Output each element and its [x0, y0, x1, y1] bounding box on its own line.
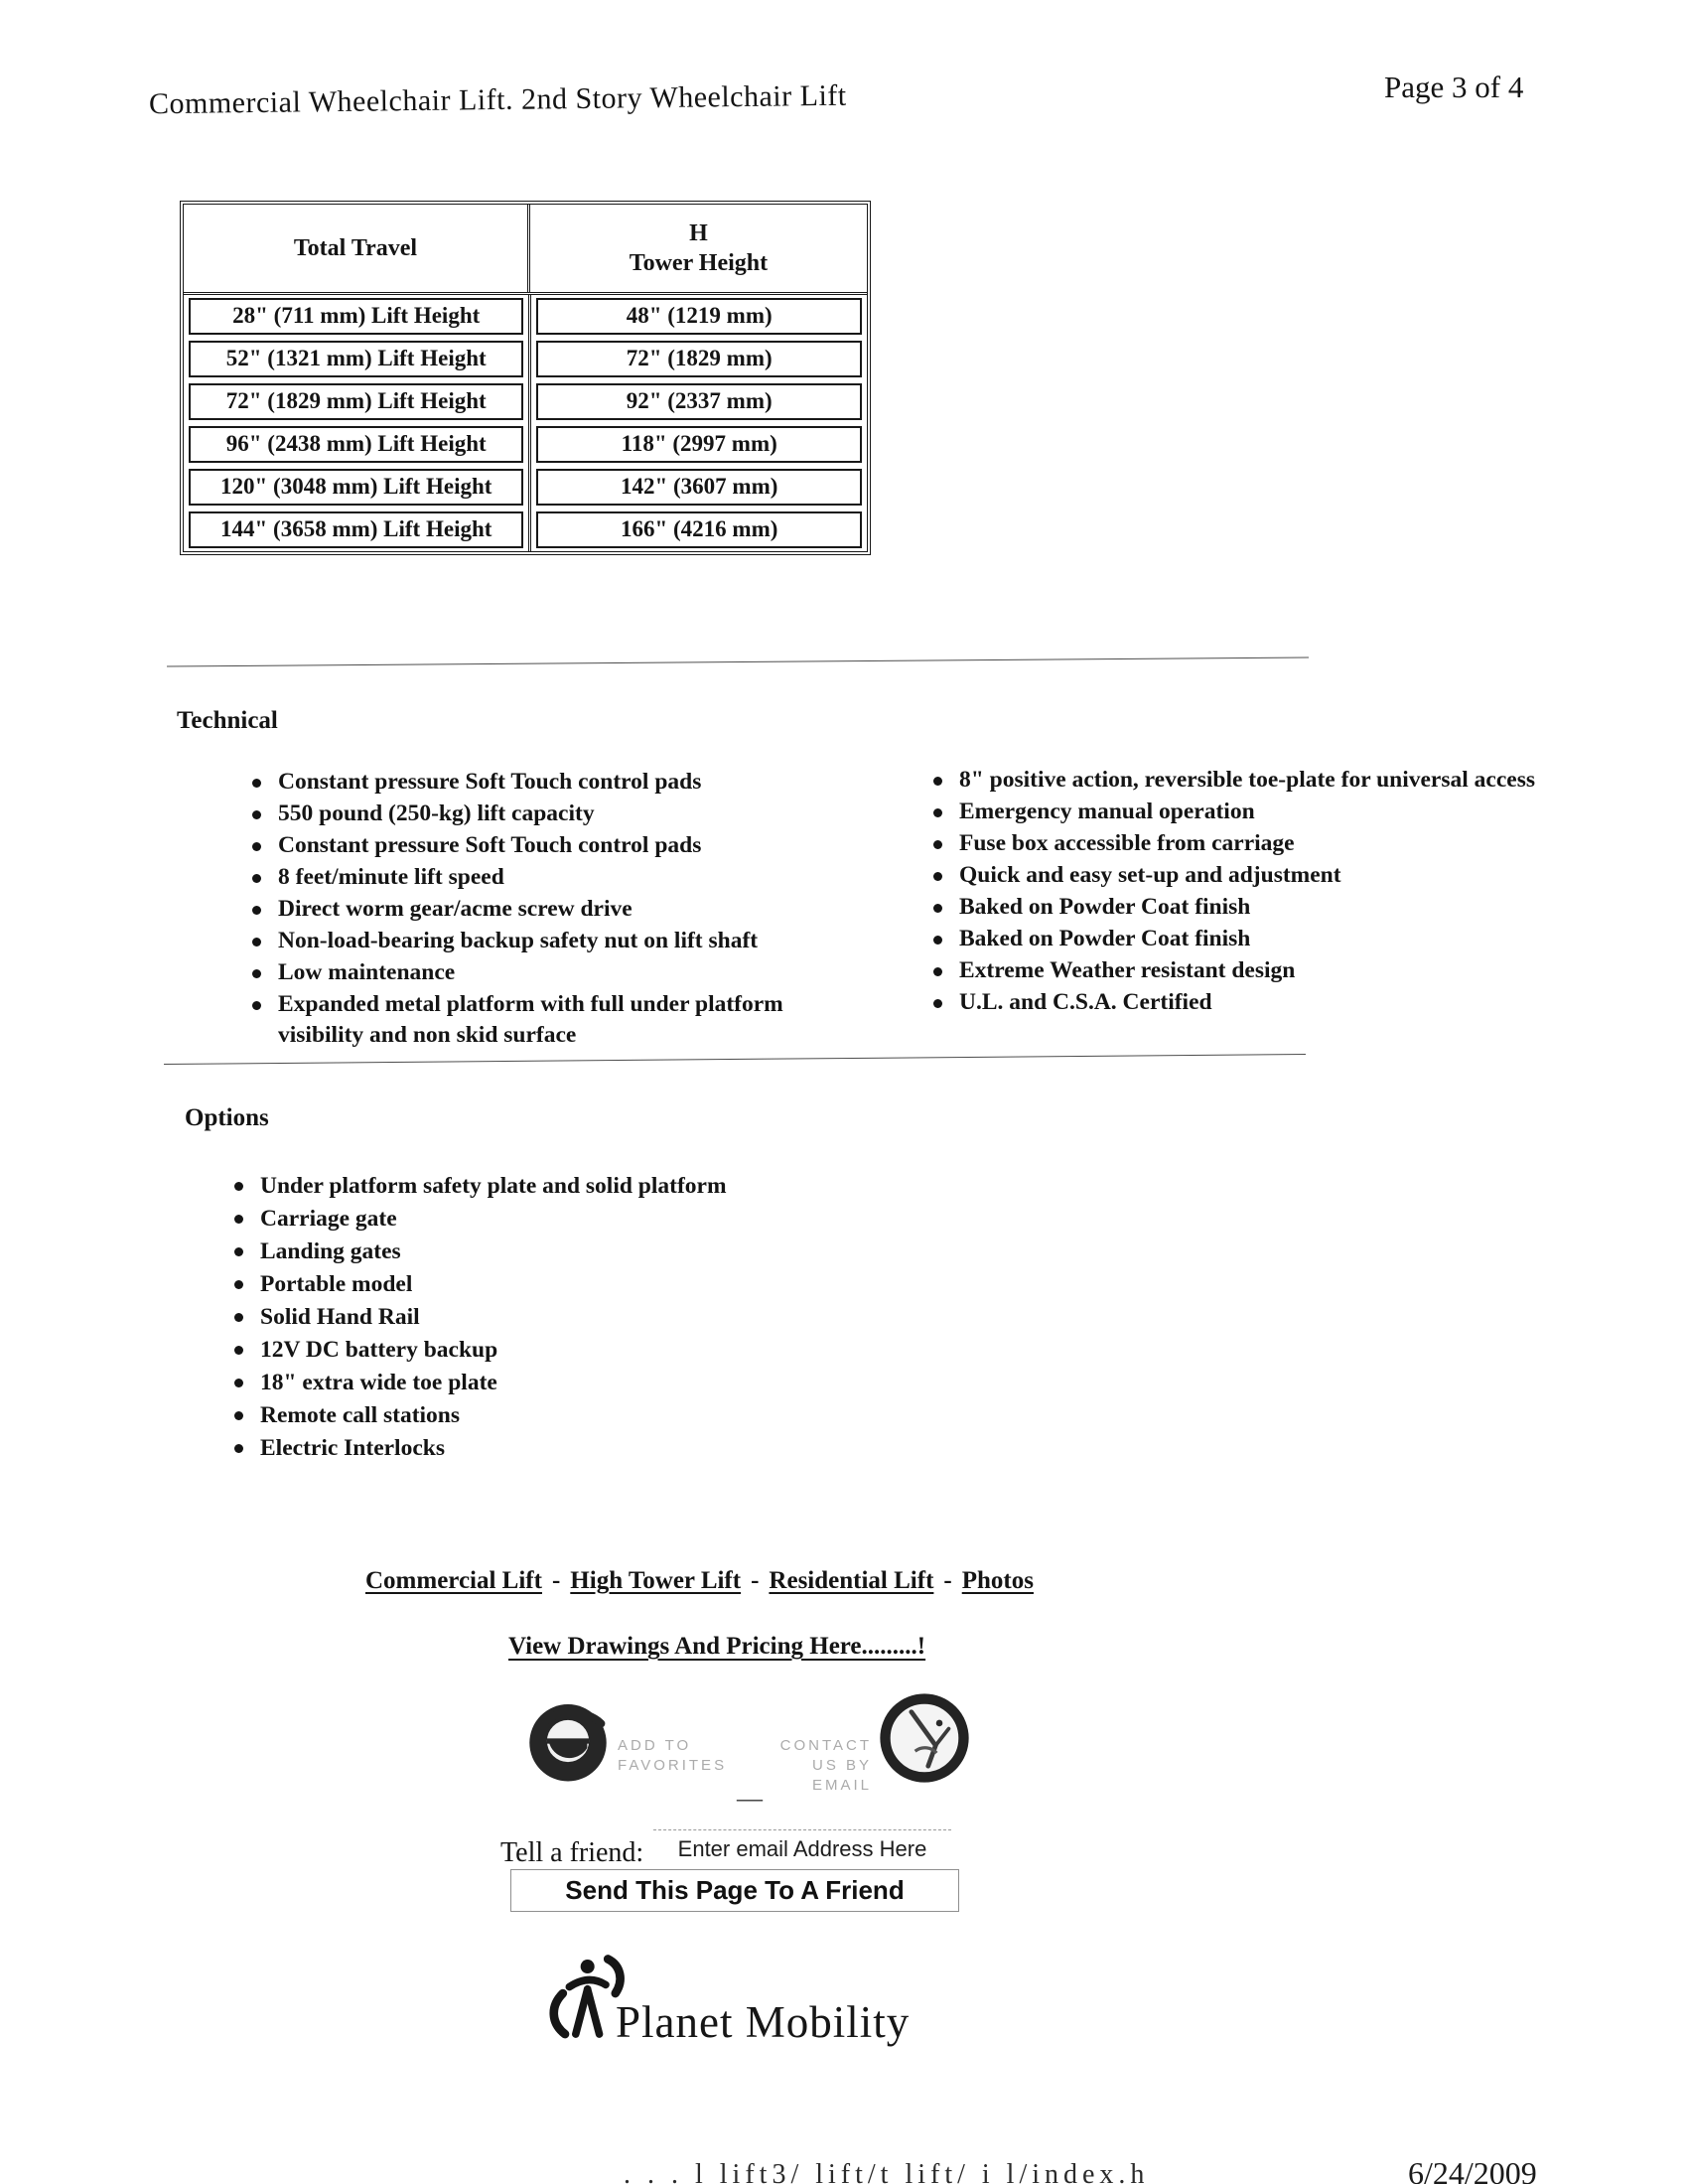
bullet-item: Remote call stations [230, 1399, 945, 1431]
bullet-item: Constant pressure Soft Touch control pads [248, 767, 854, 798]
bullet-item: Landing gates [230, 1236, 945, 1267]
bullet-item: Under platform safety plate and solid platform [230, 1170, 945, 1202]
total-travel-cell: 28" (711 mm) Lift Height [189, 298, 523, 335]
send-page-button[interactable]: Send This Page To A Friend [510, 1869, 959, 1912]
planet-mobility-logo-text: Planet Mobility [616, 1997, 911, 2047]
bullet-item: Constant pressure Soft Touch control pads [248, 830, 854, 861]
total-travel-cell: 120" (3048 mm) Lift Height [189, 469, 523, 506]
total-travel-cell-container [184, 295, 528, 338]
nav-link-commercial-lift[interactable]: Commercial Lift [365, 1567, 542, 1594]
nav-link-photos[interactable]: Photos [961, 1567, 1034, 1594]
options-list [230, 1170, 945, 1465]
tower-height-cell-container [528, 466, 867, 509]
spec-table-body [184, 295, 867, 551]
bullet-item: 18" extra wide toe plate [230, 1367, 945, 1398]
page-title: Commercial Wheelchair Lift. 2nd Story Wheelchair Lift [148, 78, 847, 121]
bullet-item: Carriage gate [230, 1203, 945, 1235]
nav-separator: - [751, 1567, 760, 1594]
tower-height-cell: 48" (1219 mm) [536, 298, 862, 335]
tell-a-friend-label: Tell a friend: [500, 1837, 644, 1868]
footer-date: 6/24/2009 [1408, 2155, 1537, 2184]
nav-link-residential-lift[interactable]: Residential Lift [769, 1567, 934, 1594]
bullet-item: Baked on Powder Coat finish [929, 924, 1550, 954]
contact-us-by-email-label[interactable] [765, 1736, 872, 1796]
tower-height-cell: 72" (1829 mm) [536, 341, 862, 377]
bullet-item: U.L. and C.S.A. Certified [929, 987, 1550, 1018]
tower-height-cell: 92" (2337 mm) [536, 383, 862, 420]
bullet-item: Non-load-bearing backup safety nut on lift shaft [248, 926, 854, 956]
bullet-item: Emergency manual operation [929, 797, 1550, 827]
add-to-favorites-line1: ADD TO [618, 1737, 692, 1754]
tower-height-header [527, 205, 867, 292]
tower-height-cell-container [528, 295, 867, 338]
dash-mark: — [737, 1784, 763, 1813]
bullet-item: Solid Hand Rail [230, 1301, 945, 1333]
total-travel-header: Total Travel [293, 235, 418, 261]
bullet-item: 12V DC battery backup [230, 1334, 945, 1366]
bullet-item: Low maintenance [248, 957, 854, 988]
page-number: Page 3 of 4 [1384, 70, 1524, 104]
tower-height-cell: 166" (4216 mm) [536, 511, 862, 548]
total-travel-cell: 52" (1321 mm) Lift Height [189, 341, 523, 377]
total-travel-cell-container [184, 509, 528, 551]
tower-height-header-line2: Tower Height [629, 250, 769, 276]
tower-height-cell: 142" (3607 mm) [536, 469, 862, 506]
email-globe-icon[interactable] [878, 1688, 971, 1788]
technical-list-left [248, 767, 854, 1052]
spec-table-row [184, 423, 867, 466]
tower-height-cell-container [528, 509, 867, 551]
options-heading: Options [185, 1104, 269, 1131]
spec-table-row [184, 509, 867, 551]
footer-url-fragment: . . . l lift3/ lift/t lift/ i l/index.h [624, 2159, 1150, 2184]
total-travel-cell-container [184, 380, 528, 423]
spec-table-row [184, 380, 867, 423]
total-travel-cell: 96" (2438 mm) Lift Height [189, 426, 523, 463]
bullet-item: Quick and easy set-up and adjustment [929, 860, 1550, 891]
bullet-item: Extreme Weather resistant design [929, 955, 1550, 986]
contact-line2: US BY EMAIL [811, 1757, 872, 1794]
bullet-item: 550 pound (250-kg) lift capacity [248, 799, 854, 829]
horizontal-divider [164, 1054, 1306, 1065]
total-travel-cell-container [184, 466, 528, 509]
bullet-item: Electric Interlocks [230, 1432, 945, 1464]
horizontal-divider [167, 656, 1309, 666]
technical-list-right [929, 765, 1550, 1019]
contact-line1: CONTACT [779, 1737, 872, 1754]
technical-heading: Technical [177, 707, 278, 734]
nav-separator: - [943, 1567, 952, 1594]
add-to-favorites-line2: FAVORITES [618, 1757, 728, 1774]
bullet-item: Expanded metal platform with full under platform visibility and non skid surface [248, 989, 854, 1051]
drawings-pricing-row [508, 1633, 925, 1661]
view-drawings-pricing-link[interactable]: View Drawings And Pricing Here.........! [508, 1633, 926, 1660]
tower-height-cell-container [528, 380, 867, 423]
email-address-input[interactable] [653, 1829, 951, 1868]
bullet-item: Fuse box accessible from carriage [929, 828, 1550, 859]
spec-table-header-row [184, 205, 867, 295]
nav-links-row [365, 1567, 1034, 1595]
bullet-item: 8" positive action, reversible toe-plate for universal access [929, 765, 1550, 796]
bullet-item: 8 feet/minute lift speed [248, 862, 854, 893]
total-travel-cell: 72" (1829 mm) Lift Height [189, 383, 523, 420]
total-travel-cell: 144" (3658 mm) Lift Height [189, 511, 523, 548]
tower-height-cell-container [528, 338, 867, 380]
spec-table [183, 204, 868, 552]
spec-table-row [184, 466, 867, 509]
bullet-item: Portable model [230, 1268, 945, 1300]
add-to-favorites-label[interactable] [618, 1736, 727, 1776]
bullet-item: Direct worm gear/acme screw drive [248, 894, 854, 925]
tower-height-cell: 118" (2997 mm) [536, 426, 862, 463]
total-travel-cell-container [184, 423, 528, 466]
nav-separator: - [551, 1567, 561, 1594]
spec-table-row [184, 338, 867, 380]
bullet-item: Baked on Powder Coat finish [929, 892, 1550, 923]
nav-link-high-tower-lift[interactable]: High Tower Lift [570, 1567, 742, 1594]
total-travel-cell-container [184, 338, 528, 380]
tower-height-cell-container [528, 423, 867, 466]
spec-table-row [184, 295, 867, 338]
ie-favorites-icon[interactable] [524, 1694, 612, 1788]
tower-height-header-line1: H [689, 220, 708, 246]
